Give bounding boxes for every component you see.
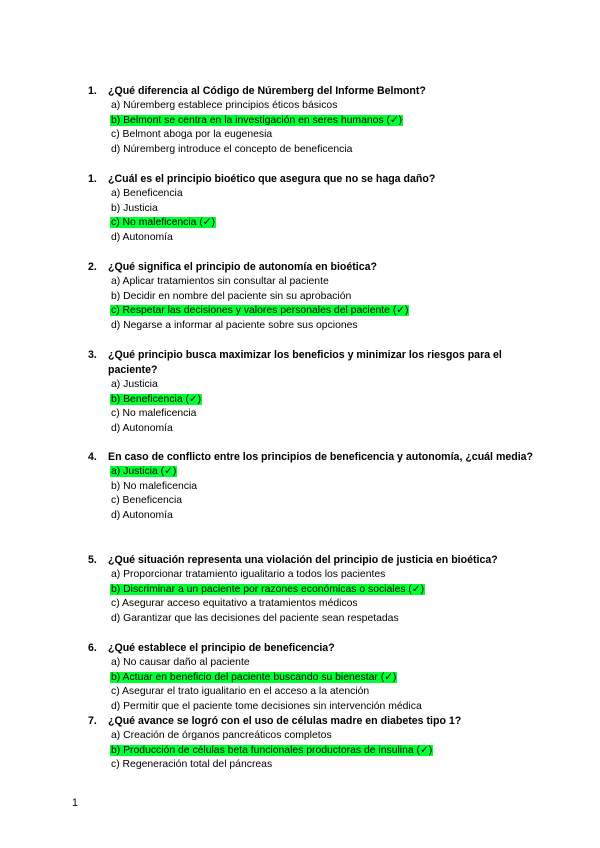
answer-option: a) Aplicar tratamientos sin consultar al paciente	[111, 276, 329, 287]
answer-option: a) Núremberg establece principios éticos básicos	[111, 100, 338, 111]
question-text: En caso de conflicto entre los principios de beneficencia y autonomía, ¿cuál media?	[108, 451, 534, 463]
answer-option: c) Regeneración total del páncreas	[111, 759, 273, 771]
question-text: ¿Qué avance se logró con el uso de células madre en diabetes tipo 1?	[108, 715, 462, 727]
answer-option: a) Creación de órganos pancreáticos completos	[111, 730, 332, 741]
answer-option-correct: b) Actuar en beneficio del paciente buscando su bienestar (✓)	[111, 671, 397, 683]
question-number: 3.	[88, 349, 97, 361]
question-number: 6.	[88, 642, 97, 654]
question-number: 1.	[88, 85, 97, 97]
answer-option-correct: b) Beneficencia (✓)	[111, 393, 202, 405]
question-text: ¿Cuál es el principio bioético que asegura que no se haga daño?	[108, 173, 436, 185]
answer-option: d) Autonomía	[111, 422, 173, 434]
answer-option-correct: b) Producción de células beta funcionales productoras de insulina (✓)	[111, 744, 433, 756]
answer-option: d) Núremberg introduce el concepto de beneficencia	[111, 143, 353, 155]
question-number: 5.	[88, 554, 97, 566]
question-block	[88, 172, 538, 245]
question-number: 7.	[88, 715, 97, 727]
answer-option: d) Permitir que el paciente tome decisiones sin intervención médica	[111, 700, 422, 712]
answer-option: b) Justicia	[111, 202, 158, 214]
question-text: ¿Qué establece el principio de beneficencia?	[108, 642, 335, 654]
answer-option-correct: c) Respetar las decisiones y valores personales del paciente (✓)	[111, 305, 409, 317]
answer-option: b) Decidir en nombre del paciente sin su aprobación	[111, 290, 352, 302]
question-number: 1.	[88, 173, 97, 185]
answer-option: a) Justicia	[111, 379, 158, 390]
question-number: 4.	[88, 451, 97, 463]
answer-option: d) Garantizar que las decisiones del paciente sean respetadas	[111, 612, 399, 624]
answer-option-correct: a) Justicia (✓)	[111, 466, 177, 477]
answer-option: d) Autonomía	[111, 509, 173, 521]
question-block	[88, 553, 538, 626]
answer-option: c) Asegurar el trato igualitario en el acceso a la atención	[111, 686, 370, 698]
answer-option: a) Beneficencia	[111, 188, 183, 199]
question-block	[88, 641, 538, 714]
question-number: 2.	[88, 261, 97, 273]
question-text: ¿Qué situación representa una violación del principio de justicia en bioética?	[108, 554, 498, 566]
answer-option: b) No maleficencia	[111, 480, 198, 492]
answer-option: d) Negarse a informar al paciente sobre sus opciones	[111, 319, 358, 331]
question-block	[88, 84, 538, 157]
answer-option: c) Belmont aboga por la eugenesia	[111, 129, 273, 141]
answer-option-correct: b) Belmont se centra en la investigación en seres humanos (✓)	[111, 114, 403, 126]
answer-option: d) Autonomía	[111, 231, 173, 243]
question-block	[88, 348, 538, 436]
question-text: ¿Qué principio busca maximizar los beneficios y minimizar los riesgos para el paciente?	[108, 349, 502, 376]
question-text: ¿Qué significa el principio de autonomía en bioética?	[108, 261, 378, 273]
question-block	[88, 260, 538, 333]
question-block	[88, 450, 538, 523]
answer-option: c) Asegurar acceso equitativo a tratamientos médicos	[111, 598, 358, 610]
answer-option: a) Proporcionar tratamiento igualitario a todos los pacientes	[111, 569, 386, 580]
question-text: ¿Qué diferencia al Código de Núremberg del Informe Belmont?	[108, 85, 426, 97]
answer-option-correct: b) Discriminar a un paciente por razones económicas o sociales (✓)	[111, 583, 425, 595]
answer-option: c) Beneficencia	[111, 495, 183, 507]
answer-option: c) No maleficencia	[111, 408, 197, 420]
page-number: 1	[72, 797, 78, 809]
question-block	[88, 714, 538, 773]
answer-option: a) No causar daño al paciente	[111, 657, 250, 668]
answer-option-correct: c) No maleficencia (✓)	[111, 217, 215, 229]
